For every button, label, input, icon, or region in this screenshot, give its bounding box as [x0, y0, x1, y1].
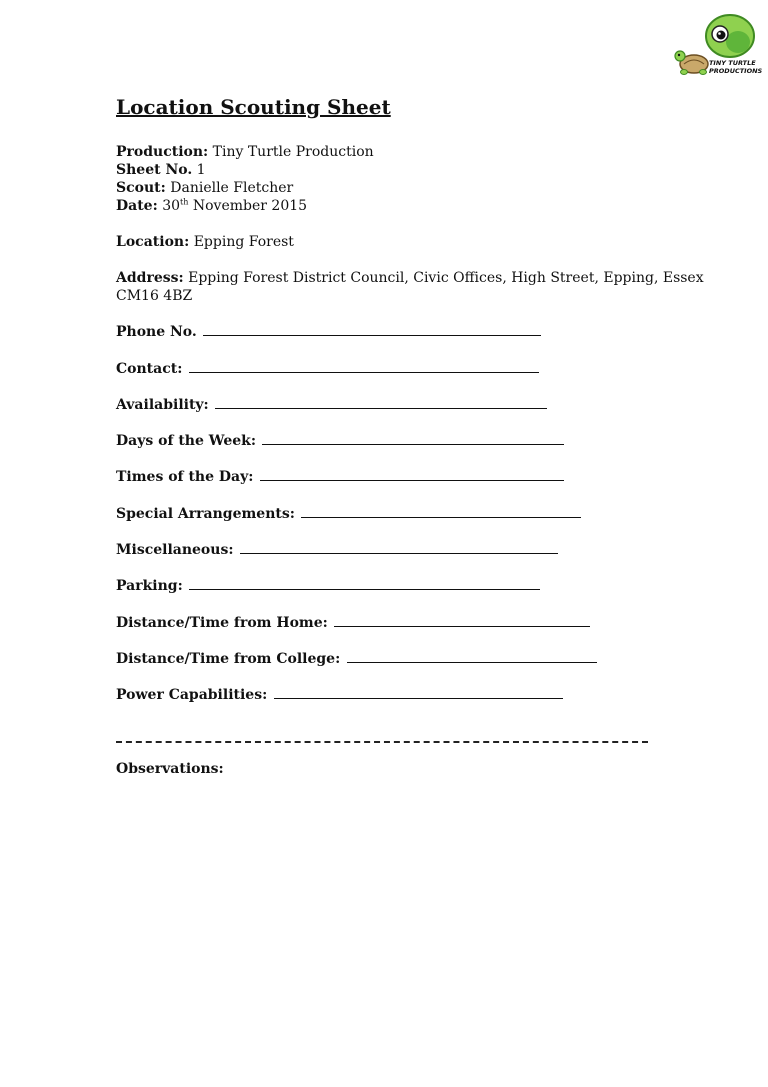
field-power-label: Power Capabilities: — [116, 687, 268, 703]
location-label: Location: — [116, 234, 190, 250]
date-row — [116, 197, 307, 215]
field-distance-home-label: Distance/Time from Home: — [116, 615, 328, 631]
address-line-2: CM16 4BZ — [116, 288, 193, 304]
field-phone-label: Phone No. — [116, 324, 197, 340]
field-misc-label: Miscellaneous: — [116, 542, 234, 558]
sheet-value: 1 — [196, 162, 206, 178]
field-days — [116, 432, 564, 450]
field-power — [116, 686, 563, 704]
production-value: Tiny Turtle Production — [212, 144, 374, 160]
field-contact — [116, 360, 539, 378]
sheet-label: Sheet No. — [116, 162, 193, 178]
field-parking-label: Parking: — [116, 578, 183, 594]
field-contact-label: Contact: — [116, 361, 183, 377]
scout-label: Scout: — [116, 180, 166, 196]
dashed-divider — [116, 741, 648, 743]
production-label: Production: — [116, 144, 209, 160]
production-row — [116, 143, 374, 161]
location-value: Epping Forest — [193, 234, 294, 250]
address-row — [116, 269, 704, 287]
field-availability-blank[interactable] — [215, 407, 547, 409]
field-parking-blank[interactable] — [189, 588, 540, 590]
logo-text — [709, 59, 763, 75]
address-line-1: Epping Forest District Council, Civic Offices, High Street, Epping, Essex — [188, 270, 704, 286]
field-power-blank[interactable] — [274, 697, 563, 699]
logo-line-1: TINY TURTLE — [709, 59, 756, 67]
date-day: 30 — [162, 198, 181, 214]
address-label: Address: — [116, 270, 184, 286]
field-phone — [116, 323, 541, 341]
date-suffix: th — [180, 197, 189, 207]
field-availability — [116, 396, 547, 414]
field-distance-home — [116, 614, 590, 632]
field-times — [116, 468, 564, 486]
logo-line-2: PRODUCTIONS — [709, 67, 763, 75]
field-times-blank[interactable] — [260, 479, 564, 481]
location-row — [116, 233, 294, 251]
field-misc — [116, 541, 558, 559]
field-special-label: Special Arrangements: — [116, 506, 295, 522]
field-distance-college-blank[interactable] — [347, 661, 597, 663]
field-parking — [116, 577, 540, 595]
observations-label: Observations: — [116, 761, 224, 777]
field-contact-blank[interactable] — [189, 371, 539, 373]
field-special — [116, 505, 581, 523]
scout-row — [116, 179, 293, 197]
field-availability-label: Availability: — [116, 397, 209, 413]
date-rest: November 2015 — [192, 198, 308, 214]
field-special-blank[interactable] — [301, 516, 581, 518]
field-times-label: Times of the Day: — [116, 469, 254, 485]
sheet-row — [116, 161, 206, 179]
field-phone-blank[interactable] — [203, 334, 541, 336]
field-days-label: Days of the Week: — [116, 433, 257, 449]
field-misc-blank[interactable] — [240, 552, 558, 554]
date-label: Date: — [116, 198, 158, 214]
scout-value: Danielle Fletcher — [170, 180, 294, 196]
page-title: Location Scouting Sheet — [116, 95, 391, 119]
field-distance-college — [116, 650, 597, 668]
field-distance-home-blank[interactable] — [334, 625, 590, 627]
field-distance-college-label: Distance/Time from College: — [116, 651, 341, 667]
field-days-blank[interactable] — [262, 443, 564, 445]
address-row-2 — [116, 287, 192, 305]
observations-row — [116, 760, 224, 778]
